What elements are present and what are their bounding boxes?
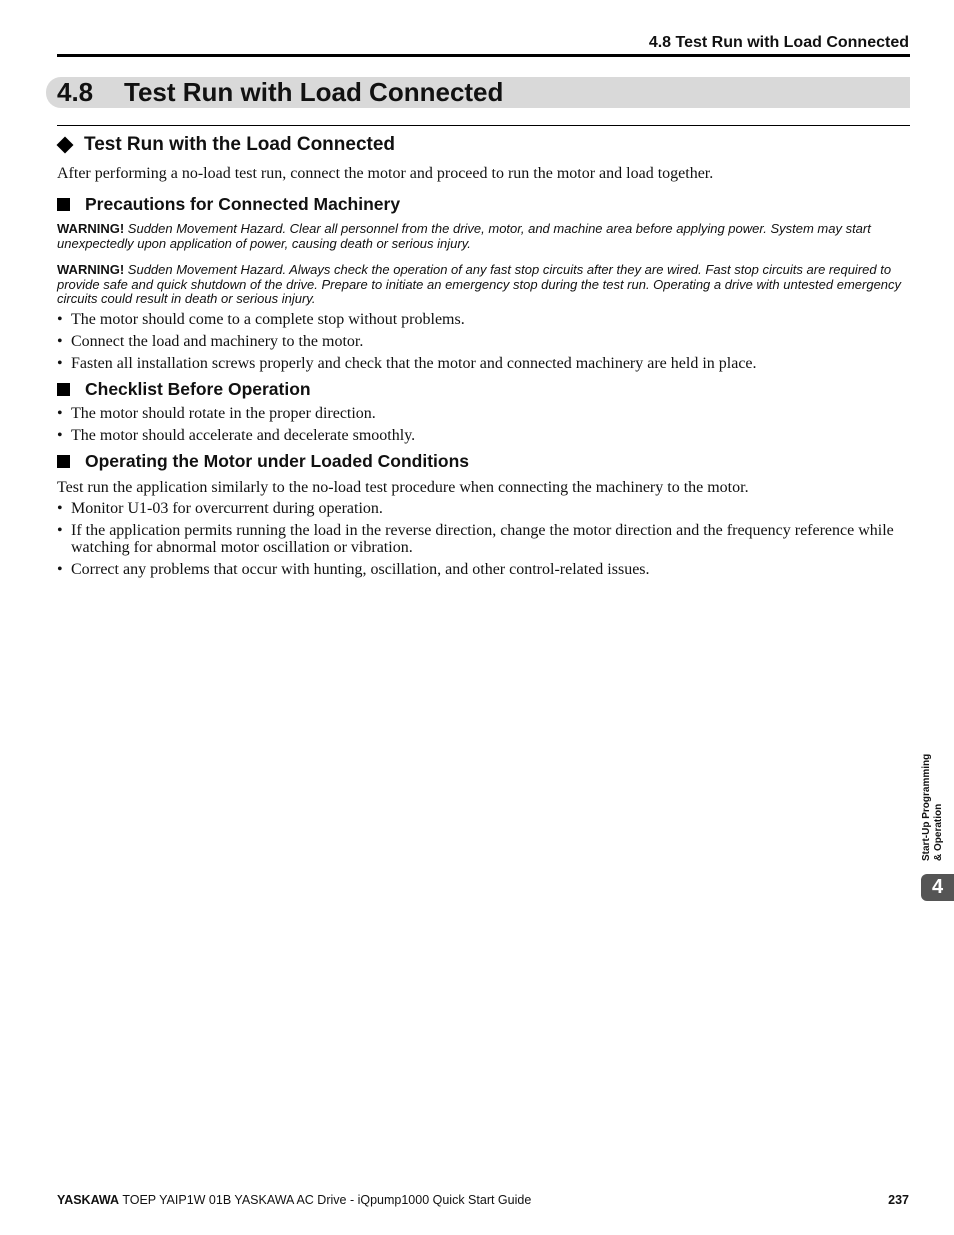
warning-1 [57, 222, 910, 251]
precautions-list [57, 311, 910, 373]
operating-title: Operating the Motor under Loaded Conditions [85, 451, 470, 471]
footer-brand: YASKAWA [57, 1193, 120, 1207]
list-item: • The motor should accelerate and decelerate smoothly. [57, 427, 416, 444]
subsection-heading [57, 132, 910, 158]
bullet-glyph: • [57, 354, 63, 372]
bullet-glyph: • [57, 332, 63, 350]
page-number: 237 [888, 1193, 909, 1207]
subsection-title: Test Run with the Load Connected [84, 134, 396, 155]
footer-doc-info [57, 1193, 531, 1207]
section-title-text: Test Run with Load Connected [124, 77, 504, 107]
warning-label: WARNING! [57, 221, 125, 236]
running-header: 4.8 Test Run with Load Connected [648, 34, 909, 51]
chapter-side-label [921, 733, 951, 861]
list-item: • Monitor U1-03 for overcurrent during operation. [57, 499, 383, 517]
warning-text: Sudden Movement Hazard. Clear all personnel from the drive, motor, and machine area before applying power. System may start unexpectedly upon application of power, causing death or serious injury. [57, 221, 871, 251]
header-rule [57, 54, 910, 57]
list-item: • Correct any problems that occur with hunting, oscillation, and other control-related issues. [57, 561, 650, 578]
list-item: • Connect the load and machinery to the motor. [57, 332, 364, 350]
list-item: • The motor should come to a complete stop without problems. [57, 310, 465, 328]
bullet-glyph: • [57, 427, 63, 444]
square-bullet-icon [57, 198, 70, 211]
checklist-title: Checklist Before Operation [85, 378, 311, 399]
square-bullet-icon [57, 455, 70, 468]
side-label-line-2: & Operation [933, 803, 944, 861]
section-title [57, 77, 503, 108]
checklist-list [57, 405, 910, 445]
section-rule [57, 125, 910, 126]
checklist-heading [57, 377, 910, 401]
page-content [57, 128, 910, 583]
precautions-title: Precautions for Connected Machinery [85, 193, 401, 214]
side-label-line-1: Start-Up Programming [921, 753, 932, 861]
operating-intro: Test run the application similarly to the no-load test procedure when connecting the machinery to the motor. [57, 478, 749, 496]
bullet-glyph: • [57, 310, 63, 328]
bullet-glyph: • [57, 521, 63, 539]
diamond-bullet-icon [57, 137, 74, 154]
list-item: • If the application permits running the load in the reverse direction, change the motor direction and the frequency reference while watching for abnormal motor oscillation or vibration. [57, 521, 894, 556]
bullet-glyph: • [57, 499, 63, 517]
footer-doc-title: TOEP YAIP1W 01B YASKAWA AC Drive - iQpump1000 Quick Start Guide [122, 1193, 532, 1207]
warning-text: Sudden Movement Hazard. Always check the operation of any fast stop circuits after they are wired. Fast stop circuits are required to provide safe and quick shutdown of the drive. Prepare to initiate an emergency stop during the test run. Operating a drive with untested emergency circuits could result in death or serious injury. [57, 262, 902, 306]
list-item: • Fasten all installation screws properly and check that the motor and connected machinery are held in place. [57, 354, 757, 372]
section-number: 4.8 [57, 77, 94, 107]
bullet-glyph: • [57, 405, 63, 422]
square-bullet-icon [57, 383, 70, 396]
subsection-intro: After performing a no-load test run, connect the motor and proceed to run the motor and load together. [57, 165, 714, 182]
precautions-heading [57, 192, 910, 216]
bullet-glyph: • [57, 561, 63, 578]
warning-2 [57, 263, 910, 307]
operating-heading [57, 450, 910, 474]
warning-label: WARNING! [57, 262, 125, 277]
chapter-tab: 4 [921, 874, 954, 901]
operating-list [57, 500, 910, 579]
list-item: • The motor should rotate in the proper direction. [57, 405, 376, 422]
